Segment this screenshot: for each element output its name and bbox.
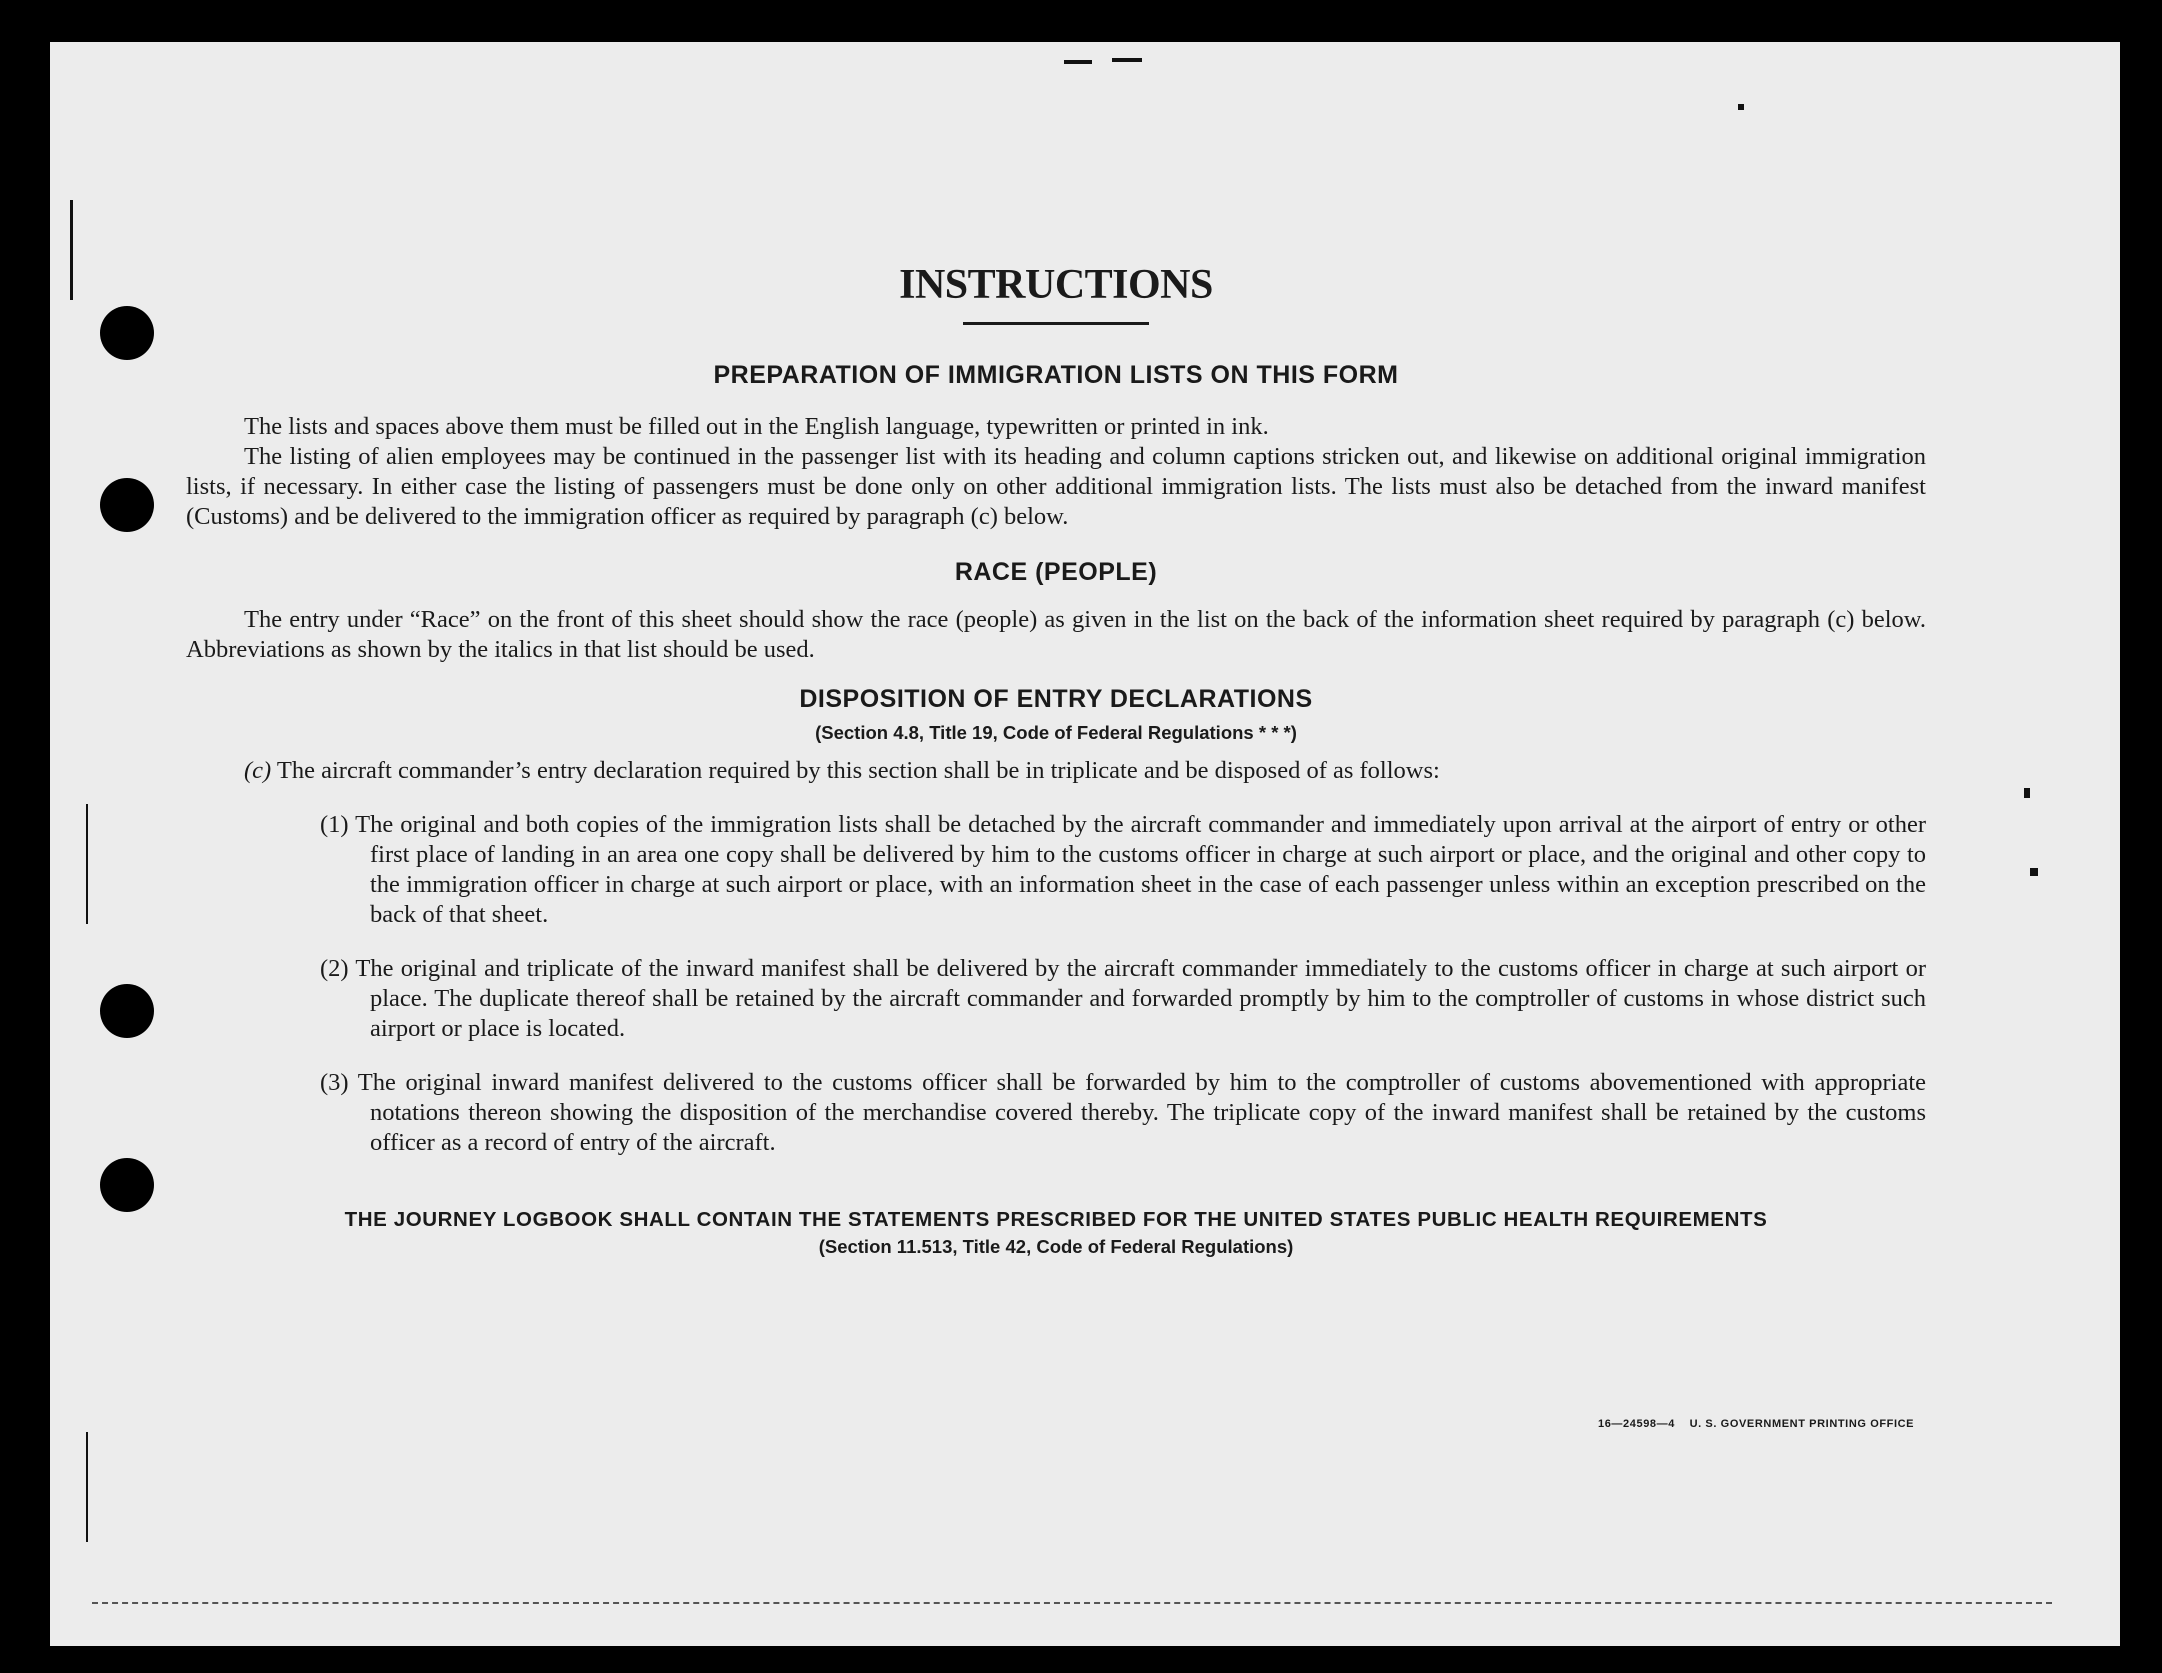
paragraph-text: The aircraft commander’s entry declaration required by this section shall be in triplicate and be disposed of as follows: [276, 757, 1440, 785]
disposition-item-3 [186, 1068, 1926, 1158]
scan-mark [86, 804, 88, 924]
scan-mark [70, 200, 73, 300]
show-through-text [610, 134, 618, 164]
disposition-item-2 [186, 954, 1926, 1044]
page-title: INSTRUCTIONS [899, 262, 1213, 308]
race-paragraph: The entry under “Race” on the front of this sheet should show the race (people) as given in the list on the back of the information sheet required by paragraph (c) below. Abbreviations as shown by the italics in that list should be used. [186, 606, 1926, 664]
item-label: (3) [320, 1069, 349, 1097]
health-requirements-citation: (Section 11.513, Title 42, Code of Federal Regulations) [818, 1236, 1294, 1258]
perforation-line [92, 1602, 2052, 1604]
scan-mark [2024, 788, 2030, 798]
punch-hole-3 [100, 984, 154, 1038]
paragraph-label: (c) [244, 757, 272, 785]
item-text: The original inward manifest delivered to the customs officer shall be forwarded by him to the comptroller of customs abovementioned with appropriate notations thereon showing the disposition of the merchandise covered thereby. The triplicate copy of the inward manifest shall be retained by the customs officer as a record of entry of the aircraft. [357, 1069, 1926, 1157]
scan-mark [1112, 58, 1142, 62]
immigration-paragraph-2: The listing of alien employees may be continued in the passenger list with its heading and column captions stricken out, and likewise on additional original immigration lists, if necessary. In either case the listing of passengers must be done only on other additional immigration lists. The lists must also be detached from the inward manifest (Customs) and be delivered to the immigration officer as required by paragraph (c) below. [186, 443, 1926, 531]
punch-hole-2 [100, 478, 154, 532]
punch-hole-1 [100, 306, 154, 360]
immigration-paragraph-1: The lists and spaces above them must be filled out in the English language, typewritten or printed in ink. [244, 413, 1269, 441]
section-heading-race: RACE (PEOPLE) [954, 558, 1158, 587]
item-text: The original and both copies of the immigration lists shall be detached by the aircraft commander and immediately upon arrival at the airport of entry or other first place of landing in an area one copy shall be delivered by him to the customs officer in charge at such airport or place, and the original and other copy to the immigration officer in charge at such airport or place, with an information sheet in the case of each passenger unless within an exception prescribed on the back of that sheet. [355, 811, 1926, 929]
title-underline [963, 322, 1149, 325]
scan-mark [1738, 104, 1744, 110]
printer-imprint [1598, 1418, 1914, 1430]
section-heading-disposition: DISPOSITION OF ENTRY DECLARATIONS [799, 685, 1313, 714]
instructions-content [186, 210, 1926, 1258]
scan-mark [2030, 868, 2038, 876]
punch-hole-4 [100, 1158, 154, 1212]
scan-mark [1064, 60, 1092, 64]
printer-name: U. S. GOVERNMENT PRINTING OFFICE [1689, 1418, 1915, 1430]
item-label: (1) [320, 811, 349, 839]
health-requirements-statement: THE JOURNEY LOGBOOK SHALL CONTAIN THE STATEMENTS PRESCRIBED FOR THE UNITED STATES PUBLIC HEALTH REQUIREMENTS [344, 1208, 1768, 1232]
item-text: The original and triplicate of the inward manifest shall be delivered by the aircraft commander immediately to the customs officer in charge at such airport or place. The duplicate thereof shall be retained by the aircraft commander and forwarded promptly by him to the comptroller of customs in whose district such airport or place is located. [355, 955, 1926, 1043]
disposition-citation: (Section 4.8, Title 19, Code of Federal Regulations * * *) [815, 722, 1297, 744]
printer-code: 16—24598—4 [1598, 1418, 1675, 1430]
item-label: (2) [320, 955, 349, 983]
scan-mark [86, 1432, 88, 1542]
disposition-paragraph [186, 756, 1926, 786]
disposition-item-1 [186, 810, 1926, 930]
section-heading-immigration: PREPARATION OF IMMIGRATION LISTS ON THIS FORM [713, 361, 1399, 390]
